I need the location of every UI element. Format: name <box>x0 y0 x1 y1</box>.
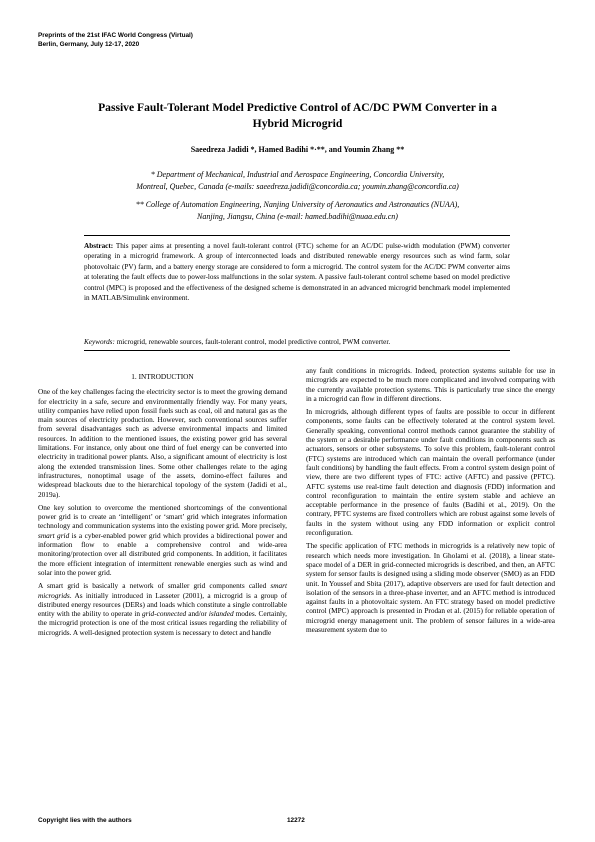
affiliation-2 <box>60 199 535 223</box>
affiliation-1 <box>60 169 535 193</box>
section-heading-introduction: 1. INTRODUCTION <box>131 372 194 381</box>
paragraph: A smart grid is basically a network of smaller grid components called smart microgrids. As initially introduced in Lasseter (2001), a microgrid is a group of distributed energy resources (DERs) and loads which constitute a single controllable entity with the ability to operate in grid-connected and/or islanded modes. Certainly, the microgrid protection is one of the most critical issues regarding the reliability of microgrids. A well-designed protection system is necessary to detect and handle <box>38 581 287 637</box>
copyright-notice: Copyright lies with the authors <box>38 817 132 824</box>
conference-location: Berlin, Germany, July 12-17, 2020 <box>38 41 140 48</box>
abstract-top-rule <box>84 235 510 236</box>
abstract-text: This paper aims at presenting a novel fault-tolerant control (FTC) scheme for an AC/DC pulse-width modulation (PWM) converter operating in a microgrid framework. A group of interconnected loads and distributed renewable energy resources such as wind farm, solar photovoltaic (PV) farm, and a battery energy storage are considered to form a microgrid. The control system for the AC/DC PWM converter aims at tolerating the fault effects due to power-loss malfunctions in the solar system. A passive fault-tolerant control scheme based on model predictive control (MPC) is proposed and the effectiveness of the designed scheme is demonstrated in an advanced microgrid benchmark model implemented in MATLAB/Simulink environment. <box>84 242 510 303</box>
title-line-1: Passive Fault-Tolerant Model Predictive Control of AC/DC PWM Converter in a <box>98 101 497 114</box>
abstract-bottom-rule <box>84 350 510 351</box>
page-number: 12272 <box>287 817 305 824</box>
keywords-text: microgrid, renewable sources, fault-tolerant control, model predictive control, PWM converter. <box>116 338 391 346</box>
right-column <box>306 366 555 638</box>
paragraph: One of the key challenges facing the electricity sector is to meet the growing demand for electricity in a safe, secure and environmentally friendly way. For many years, utility companies have relied upon fossil fuels such as coal, oil and natural gas as the main sources of electricity production. However, such conventional sources suffer from several disadvantages such as adverse environmental impacts and limited resources. In addition to the mentioned issues, the existing power grid has several limitations. For instance, only about one third of fuel energy can be converted into electricity in traditional power plants. Also, a significant amount of electricity is lost along the extended transmission lines. Some other challenges relate to the aging infrastructures, nonoptimal usage of the assets, domino-effect failures and widespread blackouts due to the hierarchical topology of the system (Jadidi et al., 2019a). <box>38 387 287 499</box>
abstract-label: Abstract: <box>84 242 114 250</box>
affiliation-2-line-1: ** College of Automation Engineering, Nanjing University of Aeronautics and Astronautics (NUAA), <box>135 200 460 209</box>
paragraph: The specific application of FTC methods in microgrids is a relatively new topic of research which needs more investigation. In Gholami et al. (2018), a linear state-space model of a DER in grid-connected microgrids is described, and then, an AFTC system for sensor faults is designed using a sliding mode observer (SMO) as an FDD unit. In Youssef and Sbita (2017), adaptive observers are used for fault detection and isolation of the sensors in a three-phase inverter, and an AFTC method is introduced against faults in a photovoltaic system. An FTC strategy based on model predictive control (MPC) approach is presented in Prodan et al. (2015) for reliable operation of microgrid energy management unit. The problem of sensor failures in a wide-area measurement system due to <box>306 541 555 635</box>
left-column <box>38 372 287 641</box>
abstract <box>84 241 510 303</box>
paragraph: any fault conditions in microgrids. Indeed, protection systems suitable for use in microgrids are expected to be much more complicated and involved comparing with the currently available protection systems. This is particularly true since the energy in a microgrid can flow in different directions. <box>306 366 555 403</box>
affiliation-1-line-1: * Department of Mechanical, Industrial and Aerospace Engineering, Concordia University, <box>150 170 445 179</box>
affiliation-2-line-2: Nanjing, Jiangsu, China (e-mail: hamed.badihi@nuaa.edu.cn) <box>197 212 398 221</box>
author-list: Saeedreza Jadidi *, Hamed Badihi *·**, and Youmin Zhang ** <box>190 145 405 154</box>
affiliation-1-line-2: Montreal, Quebec, Canada (e-mails: saeedreza.jadidi@concordia.ca; youmin.zhang@concordia.ca) <box>136 182 459 191</box>
conference-name: Preprints of the 21st IFAC World Congress (Virtual) <box>38 32 193 39</box>
paper-title <box>40 100 555 132</box>
conference-header <box>38 31 193 49</box>
title-line-2: Hybrid Microgrid <box>252 117 343 130</box>
paragraph: One key solution to overcome the mentioned shortcomings of the conventional power grid is to create an ‘intelligent’ or ‘smart’ grid which integrates information technology and communication systems into the existing power grid. More precisely, smart grid is a cyber-enabled power grid which provides a bidirectional power and information flow to enable a comprehensive control and wide-area monitoring/protection over all distributed grid components. In addition, it facilitates the more efficient integration of intermittent renewable energies such as wind and solar into the power grid. <box>38 502 287 577</box>
keywords-label: Keywords: <box>84 338 115 346</box>
keywords <box>84 337 510 347</box>
paragraph: In microgrids, although different types of faults are possible to occur in different components, some faults can be effectively tolerated at the control system level. Generally speaking, conventional control methods cannot guarantee the stability of the system or a desirable performance under fault conditions in components such as actuators, sensors or other subsystems. To solve this problem, fault-tolerant control (FTC) systems are introduced which can maintain the overall performance (under fault conditions) by handling the fault effects. From a control system design point of view, there are two different types of FTC: active (AFTC) and passive (PFTC). AFTC systems use real-time fault detection and diagnosis (FDD) information and control reconfiguration to maintain the entire system stable and achieve an acceptable performance in the presence of faults (Badihi et al., 2019). On the contrary, PFTC systems are fixed controllers which are robust against some levels of faults in the system without using any FDD information or explicit control reconfiguration. <box>306 407 555 538</box>
